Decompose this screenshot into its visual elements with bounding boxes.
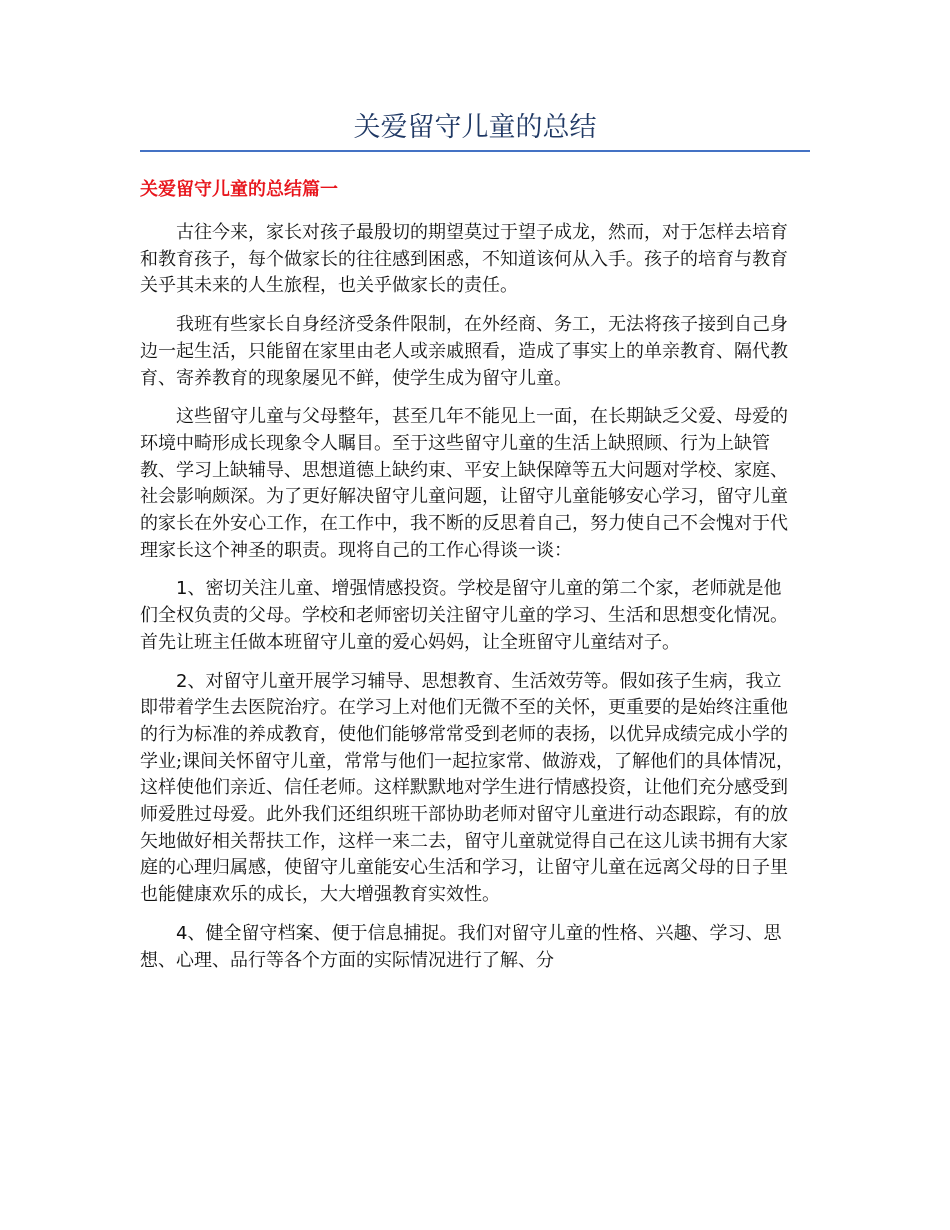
document-title: 关爱留守儿童的总结 bbox=[353, 112, 597, 143]
paragraph bbox=[140, 576, 798, 656]
paragraph-text: 这些留守儿童与父母整年，甚至几年不能见上一面，在长期缺乏父爱、母爱的环境中畸形成长现象令人瞩目。至于这些留守儿童的生活上缺照顾、行为上缺管教、学习上缺辅导、思想道德上缺约束、平安上缺保障等五大问题对学校、家庭、社会影响颇深。为了更好解决留守儿童问题，让留守儿童能够安心学习，留守儿童的家长在外安心工作，在工作中，我不断的反思着自己，努力使自己不会愧对于代理家长这个神圣的职责。现将自己的工作心得谈一谈： bbox=[140, 406, 788, 561]
paragraph-number: 2 bbox=[176, 670, 188, 692]
document-body bbox=[140, 220, 798, 986]
paragraph bbox=[140, 921, 798, 974]
paragraph-text: 我班有些家长自身经济受条件限制，在外经商、务工，无法将孩子接到自己身边一起生活，只能留在家里由老人或亲戚照看，造成了事实上的单亲教育、隔代教育、寄养教育的现象屡见不鲜，使学生成为留守儿童。 bbox=[140, 314, 788, 389]
paragraph bbox=[140, 312, 798, 392]
paragraph bbox=[140, 404, 798, 564]
paragraph-number: 4 bbox=[176, 922, 188, 944]
paragraph-text: 古往今来，家长对孩子最殷切的期望莫过于望子成龙，然而，对于怎样去培育和教育孩子，每个做家长的往往感到困惑，不知道该何从入手。孩子的培育与教育关乎其未来的人生旅程，也关乎做家长的责任。 bbox=[140, 222, 788, 297]
paragraph-text: 、健全留守档案、便于信息捕捉。我们对留守儿童的性格、兴趣、学习、思想、心理、品行等各个方面的实际情况进行了解、分 bbox=[140, 922, 782, 971]
paragraph bbox=[140, 669, 798, 909]
paragraph-number: 1 bbox=[176, 578, 188, 600]
section-heading: 关爱留守儿童的总结篇一 bbox=[140, 179, 338, 200]
paragraph-text: 、密切关注儿童、增强情感投资。学校是留守儿童的第二个家，老师就是他们全权负责的父母。学校和老师密切关注留守儿童的学习、生活和思想变化情况。首先让班主任做本班留守儿童的爱心妈妈，让全班留守儿童结对子。 bbox=[140, 578, 788, 653]
title-underline bbox=[140, 150, 810, 152]
paragraph bbox=[140, 220, 798, 300]
paragraph-text: 、对留守儿童开展学习辅导、思想教育、生活效劳等。假如孩子生病，我立即带着学生去医院治疗。在学习上对他们无微不至的关怀，更重要的是始终注重他的行为标准的养成教育，使他们能够常常受到老师的表扬，以优异成绩完成小学的学业;课间关怀留守儿童，常常与他们一起拉家常、做游戏，了解他们的具体情况，这样使他们亲近、信任老师。这样默默地对学生进行情感投资，让他们充分感受到师爱胜过母爱。此外我们还组织班干部协助老师对留守儿童进行动态跟踪，有的放矢地做好相关帮扶工作，这样一来二去，留守儿童就觉得自己在这儿读书拥有大家庭的心理归属感，使留守儿童能安心生活和学习，让留守儿童在远离父母的日子里也能健康欢乐的成长，大大增强教育实效性。 bbox=[140, 670, 795, 906]
